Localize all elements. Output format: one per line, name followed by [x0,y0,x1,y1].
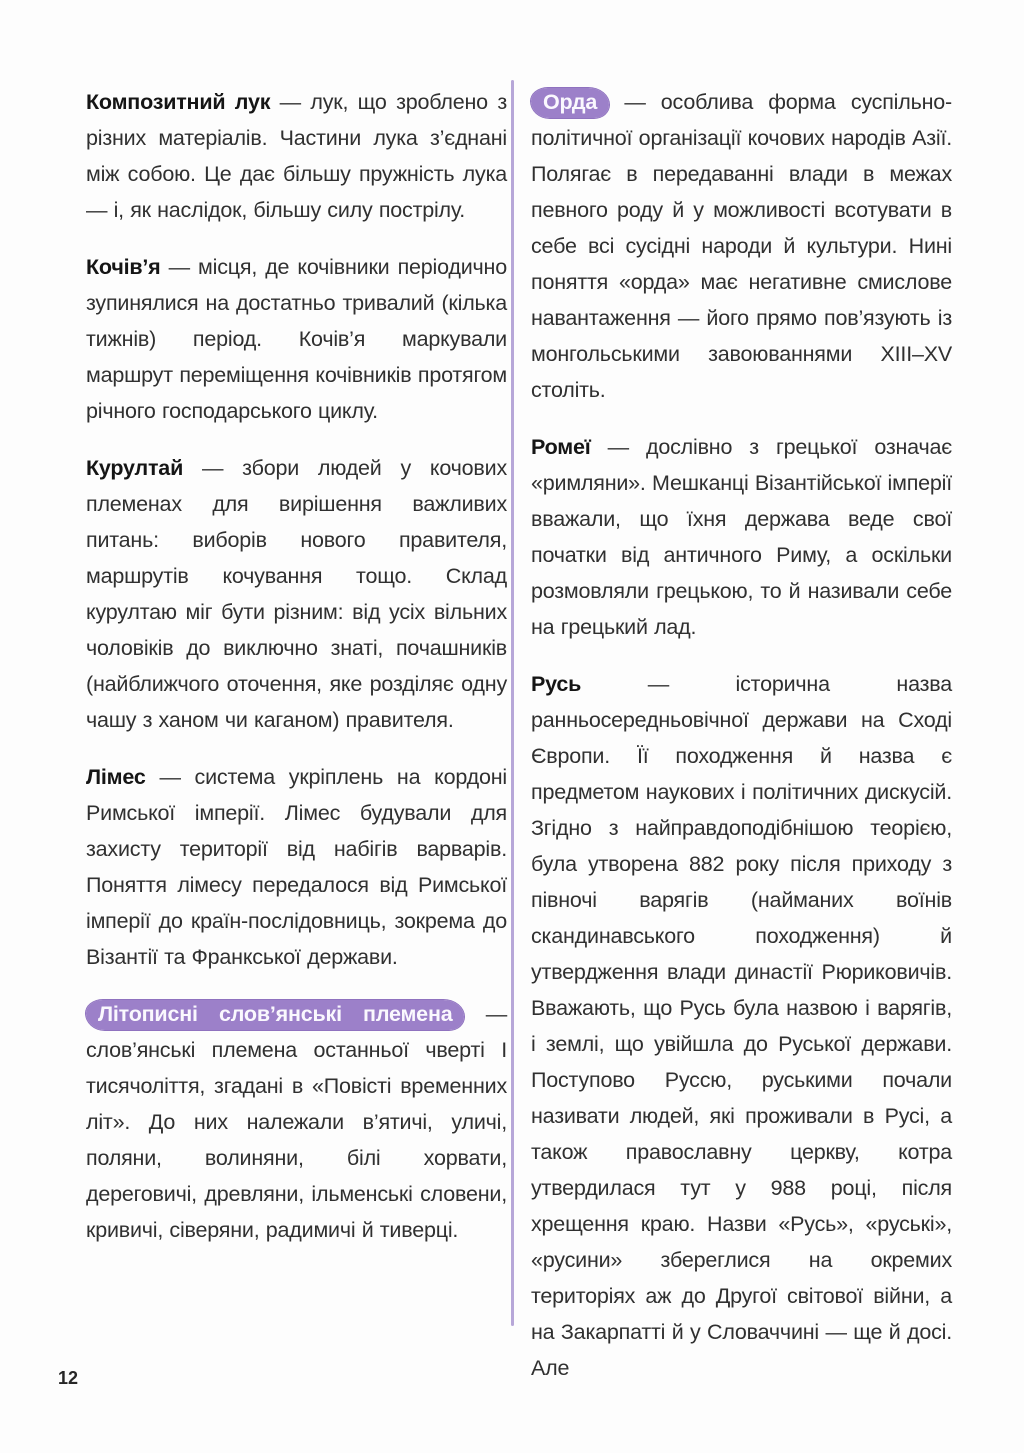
glossary-term: Ромеї [531,435,591,459]
glossary-definition: — місця, де кочівники періодично зупинялися на достатньо тривалий (кілька тижнів) період. Кочів’я маркували маршрут переміщення кочівників протягом річного господарського циклу. [86,255,507,423]
glossary-definition: — особлива форма суспільно-політичної організації кочових народів Азії. Полягає в передаванні влади в межах певного роду й у можливості всотувати в себе всі сусідні народи й культури. Нині поняття «орда» має негативне смислове навантаження — його прямо пов’язують із монгольськими завоюваннями XIII–XV століть. [531,90,952,402]
glossary-entry [531,84,952,408]
glossary-term: Курултай [86,456,184,480]
glossary-entry [531,429,952,645]
glossary-entry [86,996,507,1248]
glossary-definition: — дослівно з грецької означає «римляни». Мешканці Візантійської імперії вважали, що їхня держава веде свої початки від античного Риму, а оскільки розмовляли грецькою, то й називали себе на грецький лад. [531,435,952,639]
glossary-term-highlighted: Орда [531,88,609,118]
glossary-term-highlighted: Літописні слов’янські племена [86,1000,464,1030]
glossary-definition: — слов’янські племена останньої чверті І тисячоліття, згадані в «Повісті временних літ». До них належали в’ятичі, уличі, поляни, волиняни, білі хорвати, дереговичі, древляни, ільменські словени, кривичі, сіверяни, радимичі й тиверці. [86,1002,507,1242]
glossary-entry [86,84,507,228]
glossary-term: Лімес [86,765,146,789]
left-column [86,84,507,1407]
glossary-term: Кочів’я [86,255,161,279]
glossary-definition: — лук, що зроблено з різних матеріалів. Частини лука з’єднані між собою. Це дає більшу пружність лука — і, як наслідок, більшу силу пострілу. [86,90,507,222]
glossary-entry [86,249,507,429]
glossary-term: Русь [531,672,582,696]
glossary-entry [86,759,507,975]
right-column [531,84,952,1407]
glossary-term: Композитний лук [86,90,271,114]
page-number: 12 [58,1368,79,1388]
glossary-entry [86,450,507,738]
text-columns [86,84,952,1407]
glossary-definition: — система укріплень на кордоні Римської імперії. Лімес будували для захисту території від набігів варварів. Поняття лімесу передалося від Римської імперії до країн-послідовниць, зокрема до Візантії та Франкської держави. [86,765,507,969]
glossary-entry [531,666,952,1386]
glossary-definition: — збори людей у кочових племенах для вирішення важливих питань: виборів нового правителя, маршрутів кочування тощо. Склад курултаю міг бути різним: від усіх вільних чоловіків до виключно знаті, почашників (найближчого оточення, яке розділяє одну чашу з ханом чи каганом) правителя. [86,456,507,732]
glossary-definition: — історична назва ранньосередньовічної держави на Сході Європи. Її походження й назва є предметом наукових і політичних дискусій. Згідно з найправдоподібнішою теорією, була утворена 882 року після приходу з півночі варягів (найманих воїнів скандинавського походження) й утвердження влади династії Рюриковичів. Вважають, що Русь була назвою і варягів, і землі, що увійшла до Руської держави. Поступово Руссю, руськими почали називати людей, які проживали в Русі, а також православну церкву, котра утвердилася тут у 988 році, після хрещення краю. Назви «Русь», «руські», «русини» збереглися на окремих територіях аж до Другої світової війни, а на Закарпатті й у Словаччині — ще й досі. Але [531,672,952,1380]
column-divider-rule [511,80,514,1326]
